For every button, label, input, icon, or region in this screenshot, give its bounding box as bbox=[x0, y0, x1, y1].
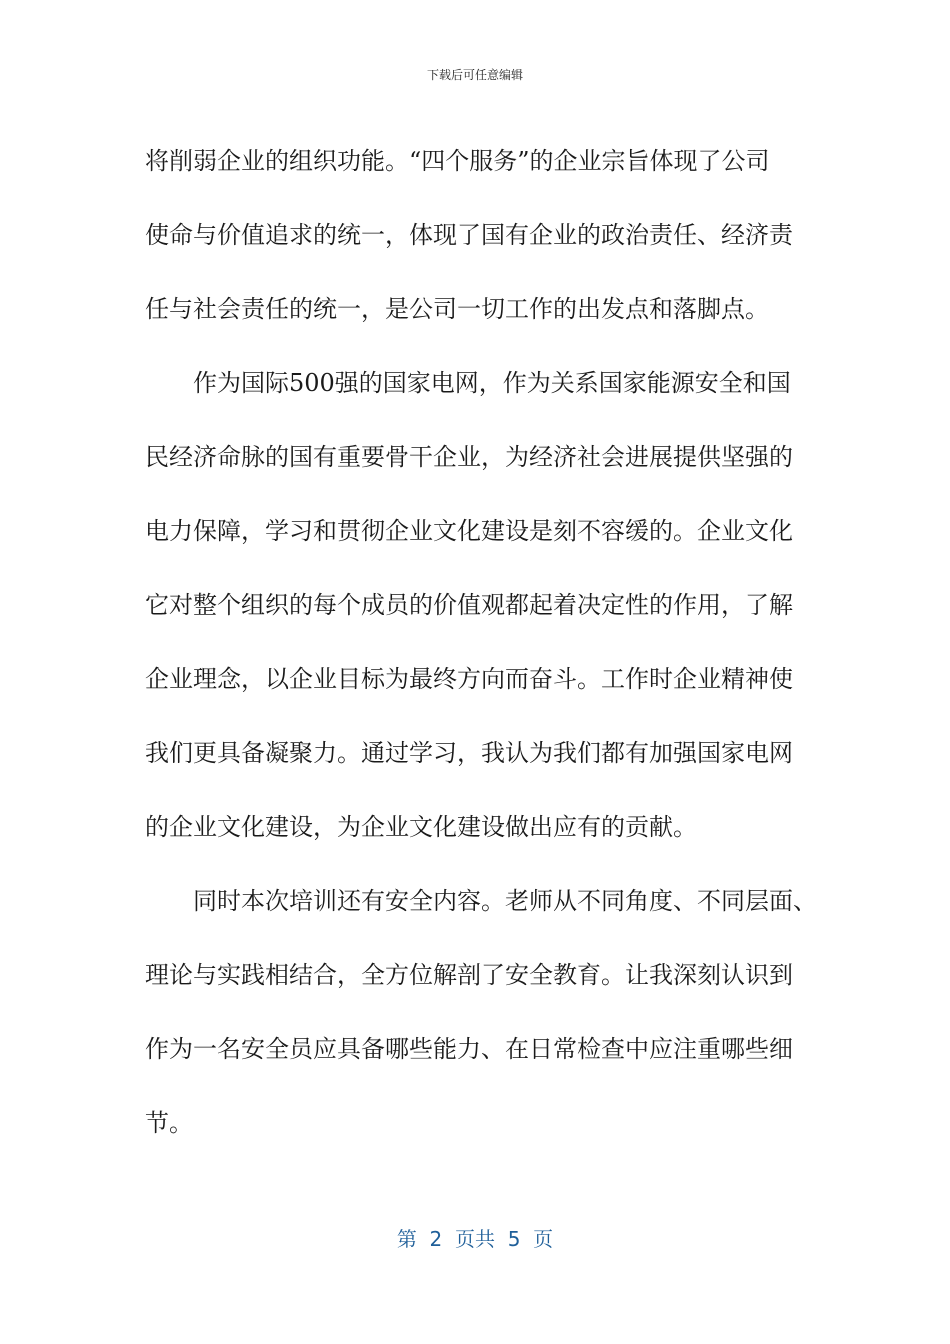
text-line: 它对整个组织的每个成员的价值观都起着决定性的作用，了解 bbox=[145, 591, 793, 619]
text-line: 作为国际500强的国家电网，作为关系国家能源安全和国 bbox=[193, 369, 791, 397]
text-line: 企业理念，以企业目标为最终方向而奋斗。工作时企业精神使 bbox=[145, 665, 793, 693]
text-line: 作为一名安全员应具备哪些能力、在日常检查中应注重哪些细 bbox=[145, 1035, 793, 1063]
paragraph bbox=[145, 864, 817, 1160]
text-line: 理论与实践相结合，全方位解剖了安全教育。让我深刻认识到 bbox=[145, 961, 793, 989]
paragraph bbox=[145, 346, 805, 864]
text-line: 使命与价值追求的统一，体现了国有企业的政治责任、经济责 bbox=[145, 221, 793, 249]
text-line: 电力保障，学习和贯彻企业文化建设是刻不容缓的。企业文化 bbox=[145, 517, 793, 545]
paragraph bbox=[145, 124, 805, 346]
text-line: 同时本次培训还有安全内容。老师从不同角度、不同层面、 bbox=[193, 887, 817, 915]
text-line: 节。 bbox=[145, 1109, 193, 1137]
text-line: 的企业文化建设，为企业文化建设做出应有的贡献。 bbox=[145, 813, 697, 841]
page-number-footer: 第 2 页共 5 页 bbox=[396, 1227, 554, 1251]
document-body bbox=[145, 124, 817, 1160]
page-header: 下载后可任意编辑 bbox=[426, 68, 523, 82]
text-line: 我们更具备凝聚力。通过学习，我认为我们都有加强国家电网 bbox=[145, 739, 793, 767]
text-line: 将削弱企业的组织功能。“四个服务”的企业宗旨体现了公司 bbox=[145, 147, 770, 175]
text-line: 民经济命脉的国有重要骨干企业，为经济社会进展提供坚强的 bbox=[145, 443, 793, 471]
text-line: 任与社会责任的统一，是公司一切工作的出发点和落脚点。 bbox=[145, 295, 769, 323]
